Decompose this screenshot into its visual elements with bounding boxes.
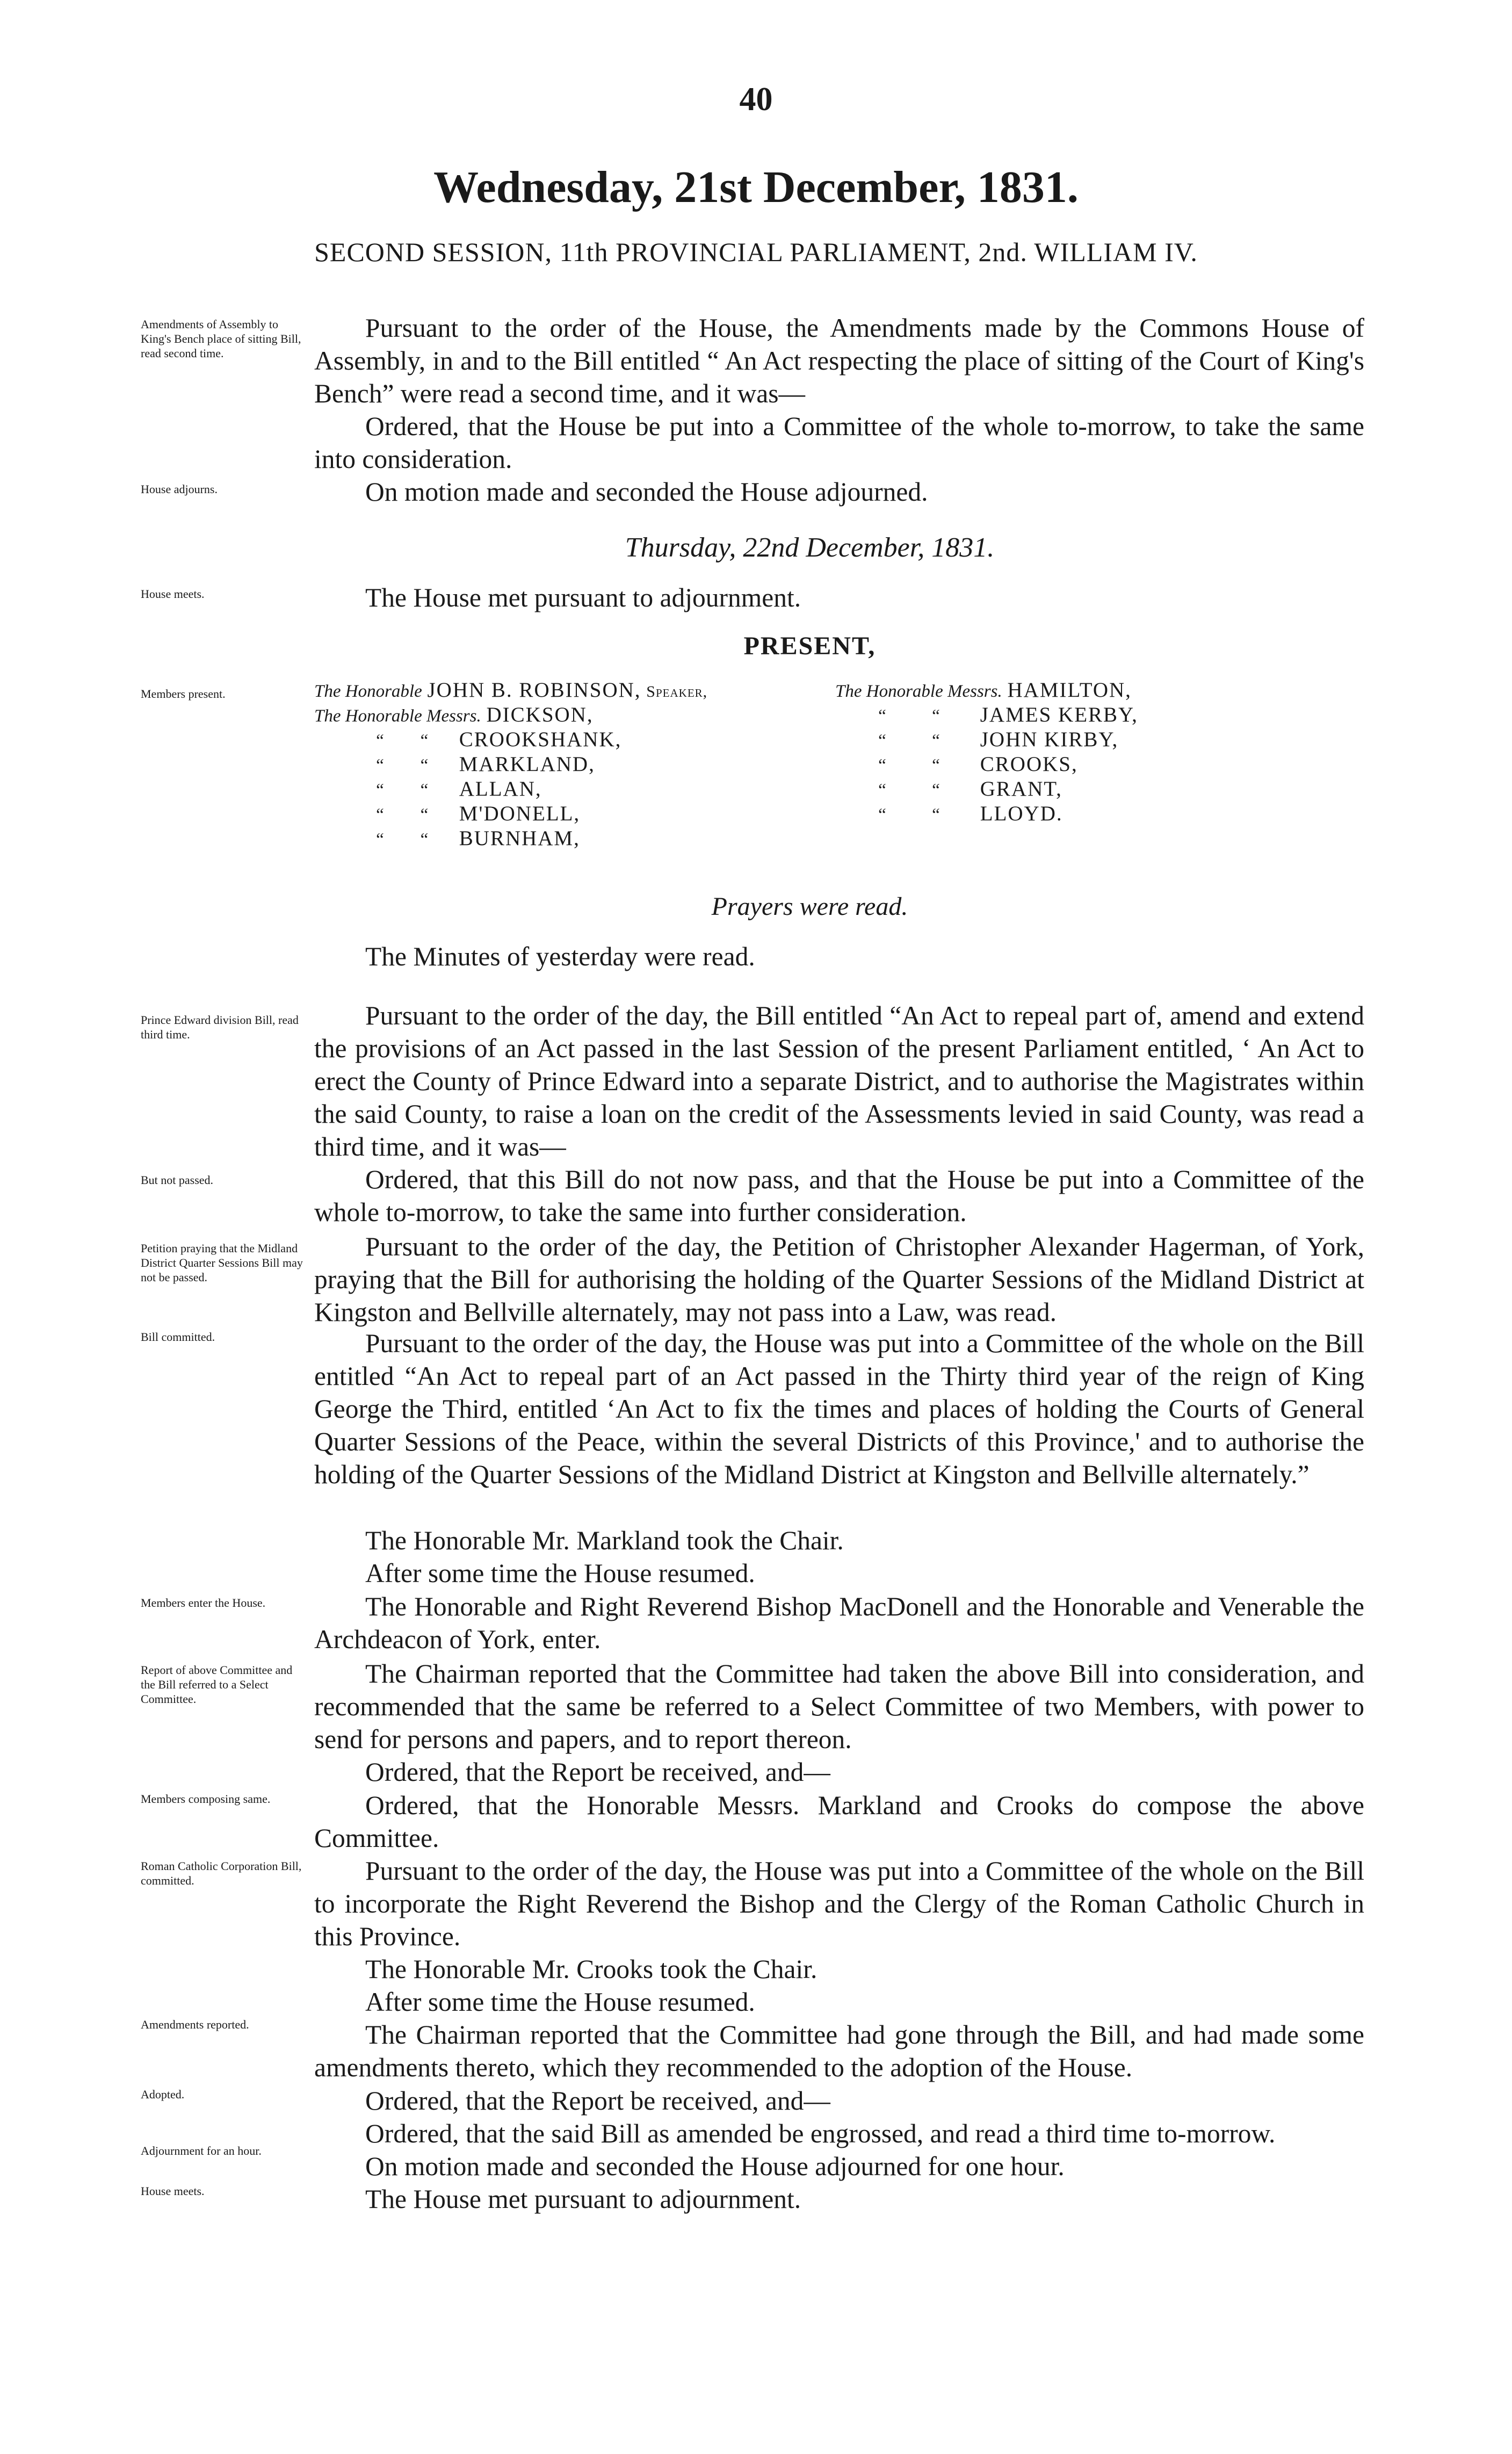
member-name: CROOKSHANK, xyxy=(459,728,622,751)
margin-note: Amendments reported. xyxy=(141,2018,249,2031)
member-row xyxy=(835,678,1138,703)
present-heading: PRESENT, xyxy=(743,632,876,660)
member-name: JOHN B. ROBINSON, xyxy=(427,679,641,702)
paragraph: The Honorable and Right Reverend Bishop MacDonell and the Honorable and Venerable the Archdeacon of York, enter. xyxy=(314,1592,1364,1654)
paragraph: Ordered, that the Honorable Messrs. Markland and Crooks do compose the above Committee. xyxy=(314,1791,1364,1853)
paragraph: Pursuant to the order of the day, the House was put into a Committee of the whole on the Bill to incorporate the Right Reverend the Bishop and the Clergy of the Roman Catholic Church in this Province. xyxy=(314,1856,1364,1951)
member-row xyxy=(314,678,707,703)
paragraph: Ordered, that the said Bill as amended be engrossed, and read a third time to-morrow. xyxy=(365,2119,1276,2148)
members-list-left xyxy=(314,678,707,851)
journal-date-heading: Wednesday, 21st December, 1831. xyxy=(433,162,1079,212)
paragraph: On motion made and seconded the House adjourned for one hour. xyxy=(365,2152,1065,2181)
paragraph: The Chairman reported that the Committee had gone through the Bill, and had made some amendments thereto, which they recommended to the adoption of the House. xyxy=(314,2020,1364,2082)
honorific: The Honorable Messrs. xyxy=(835,682,1002,701)
margin-note: Members present. xyxy=(141,687,226,701)
member-name: BURNHAM, xyxy=(459,827,580,850)
member-row: “ “ MARKLAND, xyxy=(376,753,595,776)
member-name: MARKLAND, xyxy=(459,753,595,776)
margin-note: Prince Edward division Bill, read third time. xyxy=(141,1013,299,1041)
paragraph: The Minutes of yesterday were read. xyxy=(365,942,755,971)
member-row: “ “ ALLAN, xyxy=(376,777,542,800)
margin-note: House meets. xyxy=(141,2184,205,2198)
margin-note: Amendments of Assembly to King's Bench place of sitting Bill, read second time. xyxy=(141,317,301,360)
margin-note: House meets. xyxy=(141,587,205,601)
paragraph: Pursuant to the order of the day, the Petition of Christopher Alexander Hagerman, of York, praying that the Bill for authorising the holding of the Quarter Sessions of the Midland District at Kingston and Bellville alternately, may not pass into a Law, was read. xyxy=(314,1232,1364,1327)
margin-note: But not passed. xyxy=(141,1173,214,1187)
member-name: M'DONELL, xyxy=(459,802,581,825)
paragraph: Pursuant to the order of the House, the Amendments made by the Commons House of Assembly, in and to the Bill entitled “ An Act respecting the place of sitting of the Court of King's Bench” were read a second time, and it was— xyxy=(314,313,1364,408)
margin-note: Members enter the House. xyxy=(141,1596,266,1609)
member-row: “ “ JAMES KERBY, xyxy=(878,703,1138,726)
sitting-date: Thursday, 22nd December, 1831. xyxy=(625,532,995,563)
margin-note: Members composing same. xyxy=(141,1792,271,1806)
member-row: “ “ CROOKSHANK, xyxy=(376,728,622,751)
margin-note: Bill committed. xyxy=(141,1330,215,1344)
paragraph: On motion made and seconded the House adjourned. xyxy=(365,477,928,507)
paragraph: After some time the House resumed. xyxy=(365,1558,755,1588)
member-row: “ “ CROOKS, xyxy=(878,753,1078,776)
honorific: The Honorable Messrs. xyxy=(314,706,481,726)
members-list-right xyxy=(835,678,1138,826)
member-name: DICKSON, xyxy=(486,703,594,726)
member-name: GRANT, xyxy=(980,777,1062,800)
margin-note: House adjourns. xyxy=(141,482,218,496)
member-row: “ “ GRANT, xyxy=(878,777,1062,800)
paragraph: The Chairman reported that the Committee had taken the above Bill into consideration, and recommended that the same be referred to a Select Committee of two Members, with power to send for persons and papers, and to report thereon. xyxy=(314,1659,1364,1754)
honorific: The Honorable xyxy=(314,682,422,701)
paragraph: Pursuant to the order of the day, the House was put into a Committee of the whole on the Bill entitled “An Act to repeal part of an Act passed in the Thirty third year of the reign of King George the Third, entitled ‘An Act to fix the times and places of holding the Courts of General Quarter Sessions of the Peace, within the several Districts of this Province,' and to authorise the holding of the Quarter Sessions of the Midland District at Kingston and Bellville alternately.” xyxy=(314,1329,1364,1489)
member-row: “ “ JOHN KIRBY, xyxy=(878,728,1119,751)
member-name: JAMES KERBY, xyxy=(980,703,1138,726)
paragraph: After some time the House resumed. xyxy=(365,1987,755,2017)
margin-note: Petition praying that the Midland District Quarter Sessions Bill may not be passed. xyxy=(141,1242,303,1284)
margin-note: Roman Catholic Corporation Bill, committed. xyxy=(141,1859,302,1887)
page-number: 40 xyxy=(739,81,773,118)
paragraph: The House met pursuant to adjournment. xyxy=(365,2184,801,2214)
margin-note: Adopted. xyxy=(141,2088,185,2101)
member-row xyxy=(314,703,707,727)
margin-note: Adjournment for an hour. xyxy=(141,2144,262,2157)
member-name: ALLAN, xyxy=(459,777,542,800)
paragraph: The Honorable Mr. Markland took the Chair. xyxy=(365,1526,844,1555)
speaker-title: Speaker, xyxy=(646,683,708,701)
margin-note: Report of above Committee and the Bill referred to a Select Committee. xyxy=(141,1663,293,1706)
paragraph: Pursuant to the order of the day, the Bill entitled “An Act to repeal part of, amend and extend the provisions of an Act passed in the last Session of the present Parliament entitled, ‘ An Act to erect the County of Prince Edward into a separate District, and to authorise the Magistrates within the said County, to raise a loan on the credit of the Assessments levied in said County, was read a third time, and it was— xyxy=(314,1001,1364,1161)
member-name: CROOKS, xyxy=(980,753,1078,776)
member-row: “ “ LLOYD. xyxy=(878,802,1063,825)
member-row: “ “ M'DONELL, xyxy=(376,802,581,825)
paragraph: The House met pursuant to adjournment. xyxy=(365,583,801,612)
member-name: JOHN KIRBY, xyxy=(980,728,1119,751)
paragraph: Ordered, that the Report be received, and— xyxy=(365,1757,830,1787)
paragraph: The Honorable Mr. Crooks took the Chair. xyxy=(365,1954,818,1984)
member-name: LLOYD. xyxy=(980,802,1063,825)
member-row: “ “ BURNHAM, xyxy=(376,827,580,850)
paragraph: Ordered, that the House be put into a Committee of the whole to-morrow, to take the same into consideration. xyxy=(314,412,1364,474)
paragraph: Ordered, that the Report be received, and— xyxy=(365,2086,830,2116)
prayers-note: Prayers were read. xyxy=(711,892,908,921)
paragraph: Ordered, that this Bill do not now pass, and that the House be put into a Committee of the whole to-morrow, to take the same into further consideration. xyxy=(314,1165,1364,1227)
session-heading: SECOND SESSION, 11th PROVINCIAL PARLIAMENT, 2nd. WILLIAM IV. xyxy=(314,237,1198,267)
member-name: HAMILTON, xyxy=(1007,679,1132,702)
